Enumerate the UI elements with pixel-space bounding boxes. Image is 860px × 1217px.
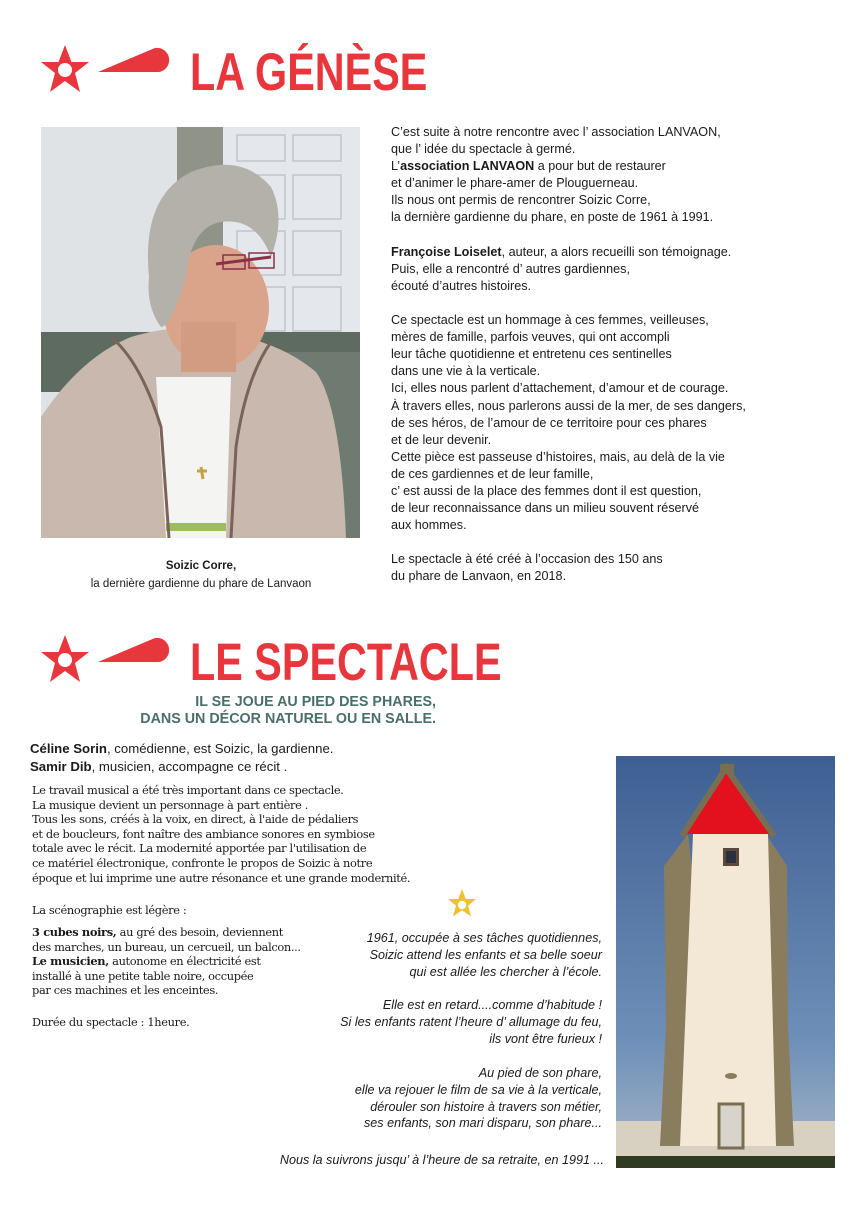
text-line: Le spectacle à été créé à l’occasion des 150 ans xyxy=(391,552,663,567)
text-line: et d’animer le phare-amer de Plouguerneau. xyxy=(391,176,639,191)
text-line: dans une vie à la verticale. xyxy=(391,364,541,379)
text-line: Françoise Loiselet, auteur, a alors recueilli son témoignage. xyxy=(391,244,732,259)
text-line: et de boucleurs, font naître des ambiance sonores en symbiose xyxy=(32,826,375,841)
music-paragraph xyxy=(32,783,410,885)
story-stanza-4: Nous la suivrons jusqu’ à l’heure de sa retraite, en 1991 ... xyxy=(279,1153,604,1167)
star-beam-logo-icon xyxy=(38,38,173,98)
story-stanza-3 xyxy=(355,1065,602,1132)
cast-item: Samir Dib, musicien, accompagne ce récit . xyxy=(30,759,288,774)
text-line: 1961, occupée à ses tâches quotidiennes, xyxy=(366,931,602,945)
text-line: que l’ idée du spectacle à germé. xyxy=(391,142,576,157)
text-line: installé à une petite table noire, occupée xyxy=(32,968,254,983)
story-stanza-1 xyxy=(367,930,602,980)
scenography-paragraph xyxy=(32,925,301,998)
caption-name: Soizic Corre, xyxy=(165,560,237,572)
text-line: ce matériel électronique, confronte le propos de Soizic à notre xyxy=(32,855,373,870)
text-line: de ses héros, de l’amour de ce territoire pour ces phares xyxy=(391,415,707,430)
cast-item: Céline Sorin, comédienne, est Soizic, la gardienne. xyxy=(30,741,334,756)
text-line: Le travail musical a été très important dans ce spectacle. xyxy=(32,783,344,797)
subtitle-line-2: DANS UN DÉCOR NATUREL OU EN SALLE. xyxy=(140,710,436,727)
lighthouse-photo xyxy=(616,756,835,1168)
portrait-caption xyxy=(41,557,361,593)
section-title-genese: LA GÉNÈSE xyxy=(190,43,428,102)
text-line: À travers elles, nous parlerons aussi de la mer, de ses dangers, xyxy=(391,398,746,413)
text-line: la dernière gardienne du phare, en poste de 1961 à 1991. xyxy=(391,210,714,225)
text-line: de ces gardiennes et de leur famille, xyxy=(391,466,594,481)
subtitle-line-1: IL SE JOUE AU PIED DES PHARES, xyxy=(195,694,436,710)
text-line: époque et lui imprime une autre résonance et une grande modernité. xyxy=(32,870,411,885)
star-beam-logo-icon xyxy=(38,628,173,688)
bold-association: association LANVAON xyxy=(400,159,535,174)
text-line: par ces machines et les enceintes. xyxy=(32,983,219,998)
text-line: qui est allée les chercher à l’école. xyxy=(409,964,602,979)
spectacle-subtitle xyxy=(140,694,436,727)
text-line: Puis, elle a rencontré d’ autres gardiennes, xyxy=(391,261,630,276)
text-line: Le musicien, autonome en électricité est xyxy=(32,954,261,969)
text-line: La musique devient un personnage à part entière . xyxy=(32,797,309,812)
text-line: totale avec le récit. La modernité apportée par l'utilisation de xyxy=(32,841,367,856)
scenography-intro: La scénographie est légère : xyxy=(32,903,187,917)
text-line: elle va rejouer le film de sa vie à la verticale, xyxy=(354,1082,602,1097)
duration: Durée du spectacle : 1heure. xyxy=(32,1015,190,1029)
text-line: aux hommes. xyxy=(391,518,467,533)
text-line: Elle est en retard....comme d’habitude ! xyxy=(382,998,602,1012)
caption-description: la dernière gardienne du phare de Lanvaon xyxy=(90,578,312,590)
bold-author: Françoise Loiselet xyxy=(391,244,502,259)
text-line: et de leur devenir. xyxy=(391,432,492,447)
text-line: écouté d’autres histoires. xyxy=(391,278,532,293)
genese-text xyxy=(391,124,791,586)
section-title-spectacle: LE SPECTACLE xyxy=(190,633,502,692)
text-line: leur tâche quotidienne et entretenu ces sentinelles xyxy=(391,347,672,362)
text-line: ils vont être furieux ! xyxy=(489,1031,602,1046)
portrait-photo xyxy=(41,127,360,538)
text-line: Cette pièce est passeuse d’histoires, mais, au delà de la vie xyxy=(391,449,725,464)
text-line: 3 cubes noirs, au gré des besoin, deviennent xyxy=(32,925,283,939)
cast-list xyxy=(30,740,333,776)
text-line: ses enfants, son mari disparu, son phare... xyxy=(363,1116,602,1131)
text-line: Ici, elles nous parlent d’attachement, d’amour et de courage. xyxy=(391,381,729,396)
text-line: Ils nous ont permis de rencontrer Soizic Corre, xyxy=(391,193,651,208)
text-line: Ce spectacle est un hommage à ces femmes, veilleuses, xyxy=(391,313,709,328)
story-stanza-2 xyxy=(340,997,602,1047)
text-line: L’association LANVAON a pour but de restaurer xyxy=(391,159,666,174)
text-line: Tous les sons, créés à la voix, en direct, à l'aide de pédaliers xyxy=(32,812,359,827)
text-line: mères de famille, parfois veuves, qui ont accompli xyxy=(391,330,670,345)
text-line: C’est suite à notre rencontre avec l’ association LANVAON, xyxy=(391,125,721,139)
text-line: de leur reconnaissance dans un milieu souvent réservé xyxy=(391,501,700,516)
text-line: du phare de Lanvaon, en 2018. xyxy=(391,569,567,584)
text-line: c’ est aussi de la place des femmes dont il est question, xyxy=(391,483,702,498)
text-line: Soizic attend les enfants et sa belle soeur xyxy=(369,947,602,962)
gold-star-icon xyxy=(446,888,478,920)
text-line: des marches, un bureau, un cercueil, un balcon... xyxy=(32,939,301,954)
text-line: Si les enfants ratent l’heure d’ allumage du feu, xyxy=(340,1014,602,1029)
text-line: dérouler son histoire à travers son métier, xyxy=(370,1099,602,1114)
text-line: Au pied de son phare, xyxy=(478,1066,602,1080)
